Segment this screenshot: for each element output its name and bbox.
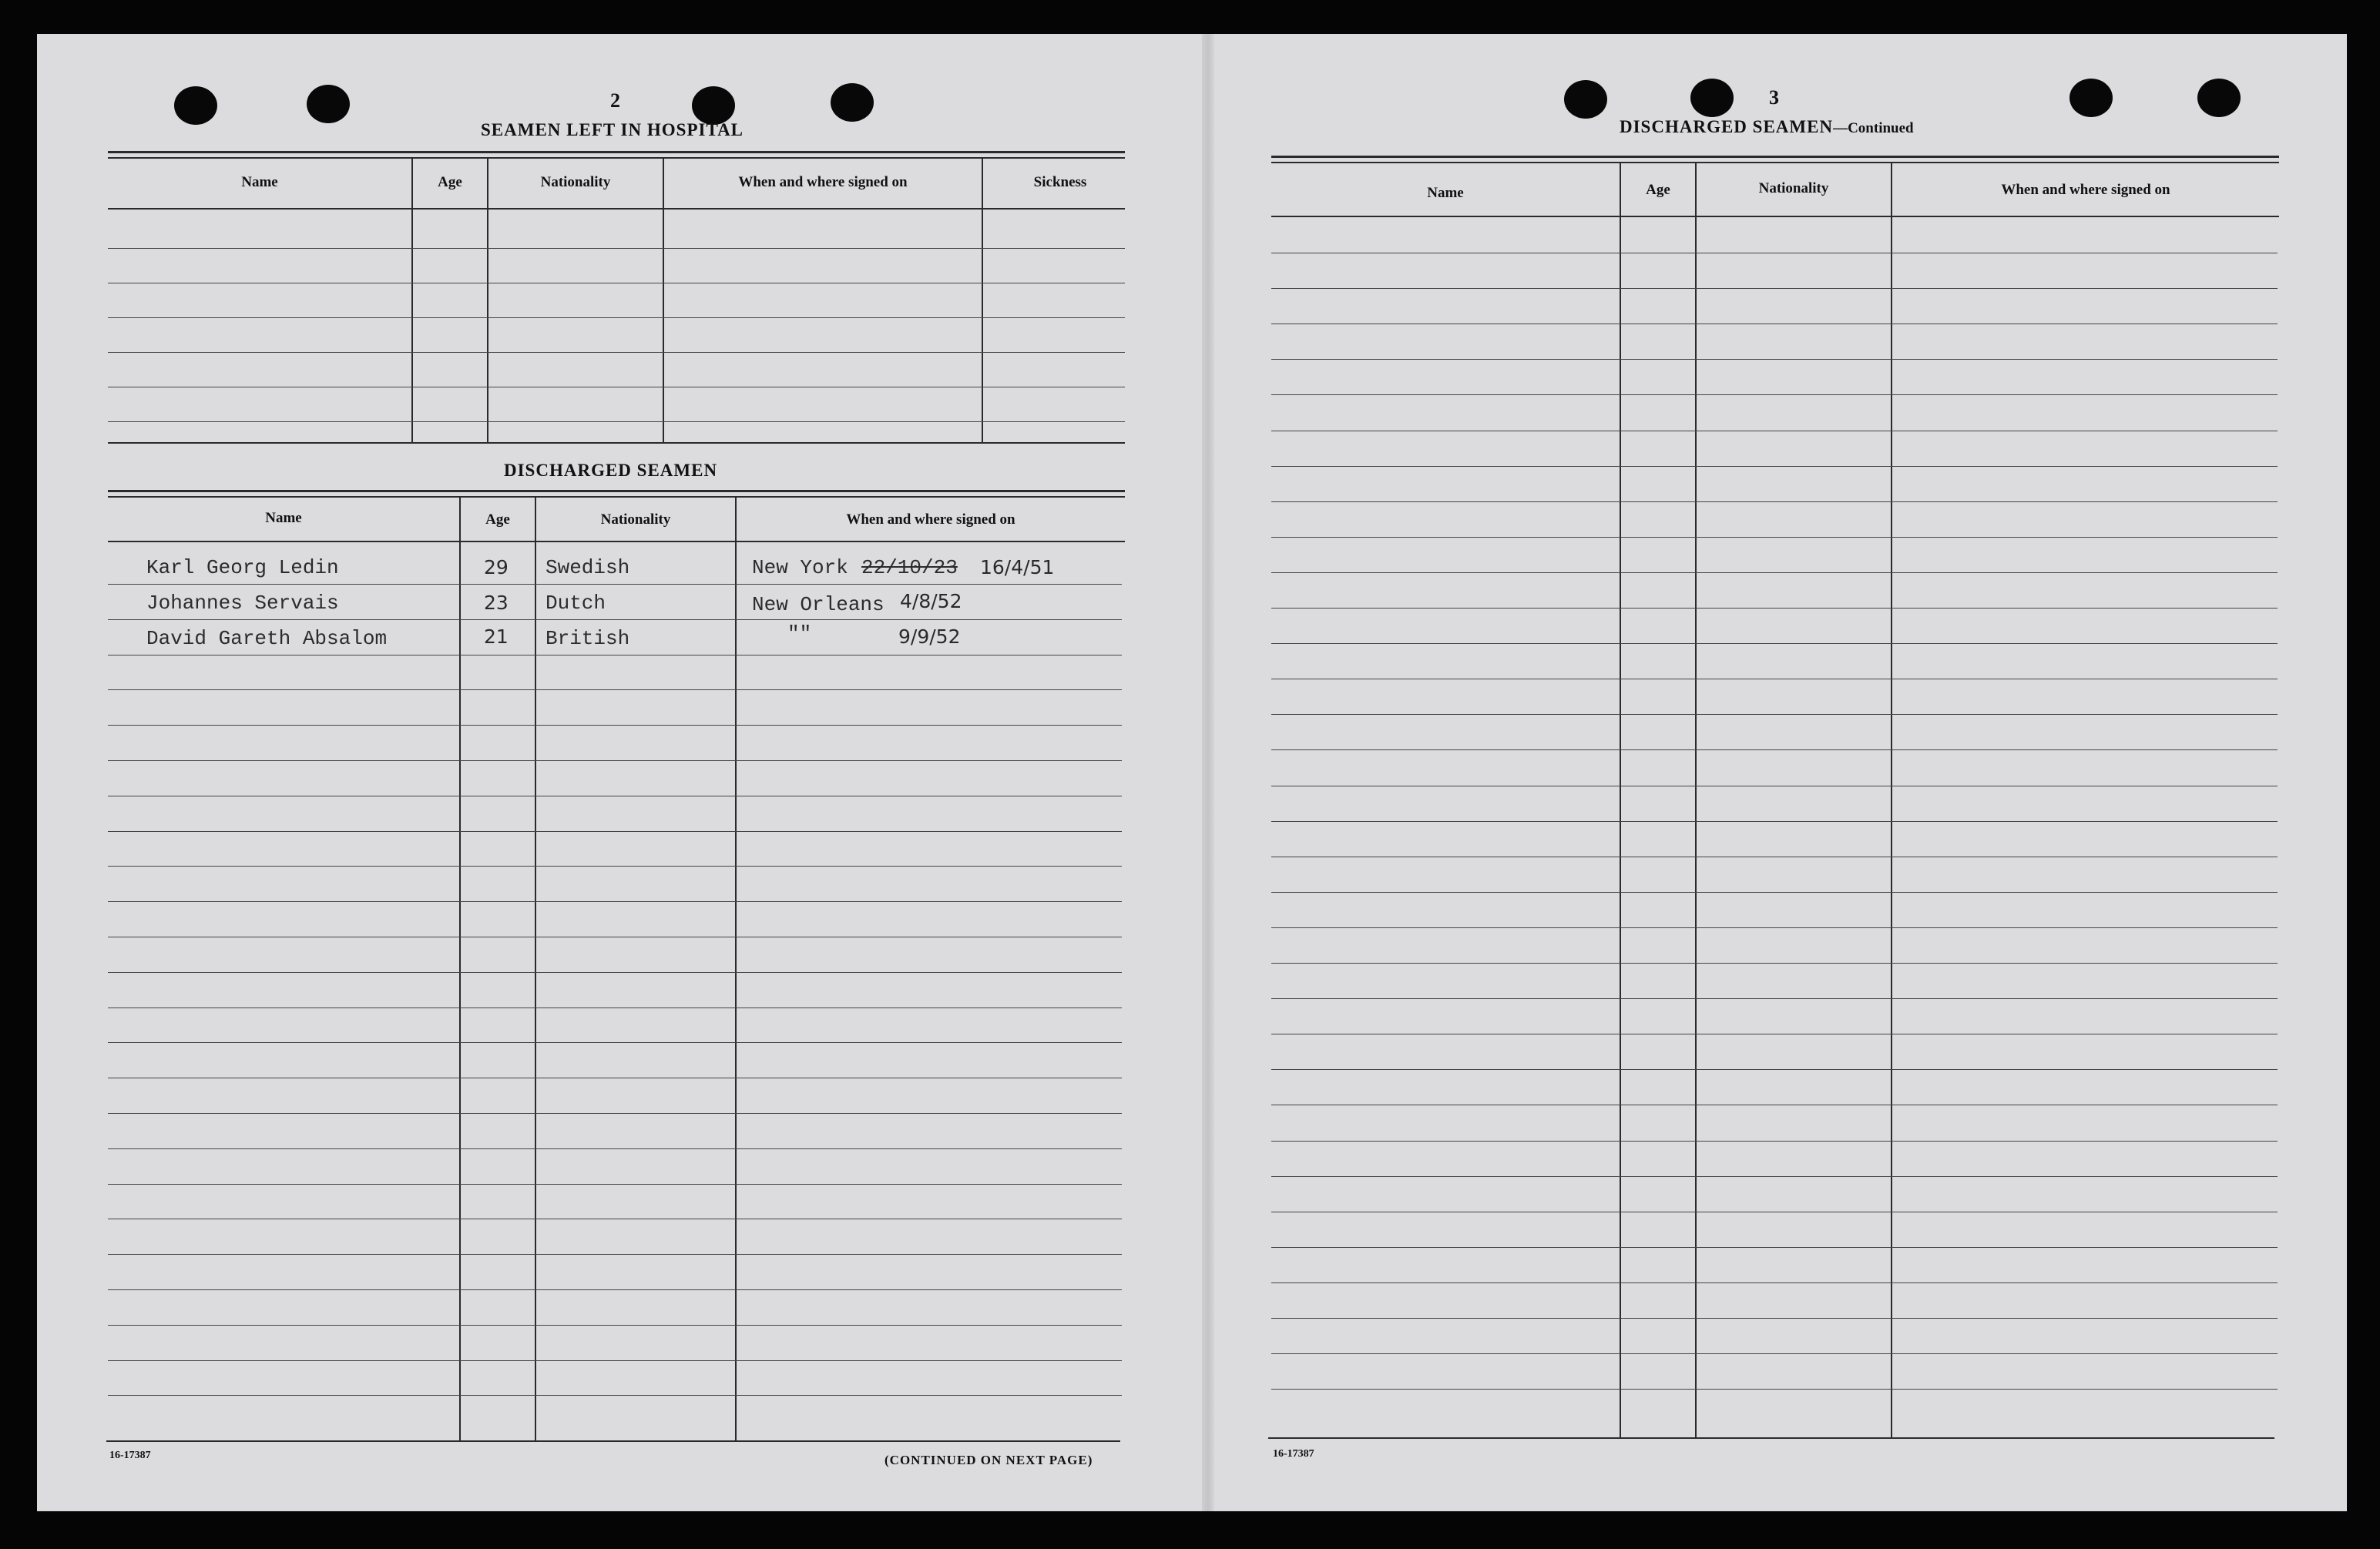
ruled-line (108, 725, 1122, 726)
ruled-line (108, 352, 1125, 353)
ruled-line (108, 1360, 1122, 1361)
ruled-line (1271, 537, 2278, 538)
form-number: 16-17387 (109, 1450, 151, 1461)
ruled-line (108, 1254, 1122, 1255)
hospital-section-title: SEAMEN LEFT IN HOSPITAL (481, 120, 744, 139)
page-gutter (1202, 34, 1214, 1511)
ruled-line (1271, 1389, 2278, 1390)
ruled-line (108, 831, 1122, 832)
ruled-line (108, 317, 1125, 318)
seaman-nationality: Dutch (545, 592, 606, 615)
continued-title-suffix: —Continued (1833, 120, 1914, 136)
seaman-signed-place: New Orleans (752, 593, 885, 616)
punch-hole (1690, 79, 1734, 117)
page-number: 3 (1769, 86, 1779, 109)
ruled-line (1271, 643, 2278, 644)
ruled-line (1271, 892, 2278, 893)
continued-header-signed-on: When and where signed on (2001, 182, 2170, 198)
hospital-header-sickness: Sickness (1033, 174, 1087, 190)
seaman-struck-date: 22/10/23 (861, 556, 958, 579)
hospital-header-name: Name (241, 174, 278, 190)
discharged-header-nationality: Nationality (600, 511, 671, 528)
discharged-header-signed-on: When and where signed on (846, 511, 1015, 528)
ruled-line (1271, 288, 2278, 289)
seaman-age: 23 (484, 592, 509, 614)
punch-hole (1564, 80, 1607, 119)
right-page (1208, 34, 2347, 1511)
ruled-line (108, 760, 1122, 761)
hospital-header-age: Age (438, 174, 462, 190)
seaman-signed-date: 9/9/52 (898, 625, 961, 648)
seaman-nationality: British (545, 627, 630, 650)
punch-hole (831, 83, 874, 122)
continued-title-main: DISCHARGED SEAMEN (1620, 117, 1834, 136)
seaman-name: Johannes Servais (146, 592, 339, 615)
punch-hole (174, 86, 217, 125)
ruled-line (1271, 608, 2278, 609)
ruled-line (108, 866, 1122, 867)
punch-hole (692, 86, 735, 125)
ruled-line (1271, 1282, 2278, 1283)
continued-header-name: Name (1427, 185, 1464, 201)
ruled-line (108, 1395, 1122, 1396)
ruled-line (108, 901, 1122, 902)
continued-note: (CONTINUED ON NEXT PAGE) (885, 1453, 1093, 1467)
seaman-signed-place: "" (787, 622, 812, 645)
hospital-header-nationality: Nationality (540, 174, 611, 190)
seaman-signed-date: 16/4/51 (980, 556, 1055, 578)
continued-header-nationality: Nationality (1758, 180, 1829, 196)
ruled-line (1271, 1247, 2278, 1248)
continued-header-age: Age (1646, 182, 1670, 198)
ruled-line (1271, 501, 2278, 502)
ruled-line (108, 1042, 1122, 1043)
ruled-line (108, 1148, 1122, 1149)
ruled-line (108, 1113, 1122, 1114)
hospital-header-signed-on: When and where signed on (738, 174, 908, 190)
seaman-name: David Gareth Absalom (146, 627, 388, 650)
discharged-header-name: Name (265, 510, 302, 526)
ruled-line (1271, 749, 2278, 750)
ruled-line (1271, 1176, 2278, 1177)
ruled-line (1271, 927, 2278, 928)
punch-hole (2197, 79, 2241, 117)
ruled-line (1271, 963, 2278, 964)
ruled-line (1271, 466, 2278, 467)
ruled-line (1271, 572, 2278, 573)
seaman-signed-place: New York (752, 556, 848, 579)
punch-hole (307, 85, 350, 123)
ruled-line (108, 1289, 1122, 1290)
ruled-line (1271, 359, 2278, 360)
continued-section-title (1620, 117, 1914, 137)
seaman-nationality: Swedish (545, 556, 630, 579)
ruled-line (108, 1184, 1122, 1185)
seaman-age: 21 (484, 625, 509, 648)
discharged-section-title: DISCHARGED SEAMEN (504, 461, 718, 480)
ruled-line (1271, 821, 2278, 822)
form-number: 16-17387 (1273, 1448, 1314, 1460)
ruled-line (108, 689, 1122, 690)
ruled-line (1271, 1318, 2278, 1319)
punch-hole (2069, 79, 2113, 117)
ruled-line (108, 1325, 1122, 1326)
ruled-line (1271, 394, 2278, 395)
ruled-line (1271, 1353, 2278, 1354)
discharged-header-age: Age (485, 511, 510, 528)
ruled-line (108, 972, 1122, 973)
ruled-line (1271, 998, 2278, 999)
seaman-signed-date: 4/8/52 (900, 590, 962, 612)
page-number: 2 (610, 89, 620, 112)
ruled-line (108, 619, 1122, 620)
ruled-line (108, 421, 1125, 422)
seaman-name: Karl Georg Ledin (146, 556, 339, 579)
ruled-line (1271, 1069, 2278, 1070)
ruled-line (108, 248, 1125, 249)
ruled-line (1271, 1141, 2278, 1142)
ruled-line (1271, 714, 2278, 715)
ruled-line (108, 584, 1122, 585)
seaman-age: 29 (484, 556, 509, 578)
